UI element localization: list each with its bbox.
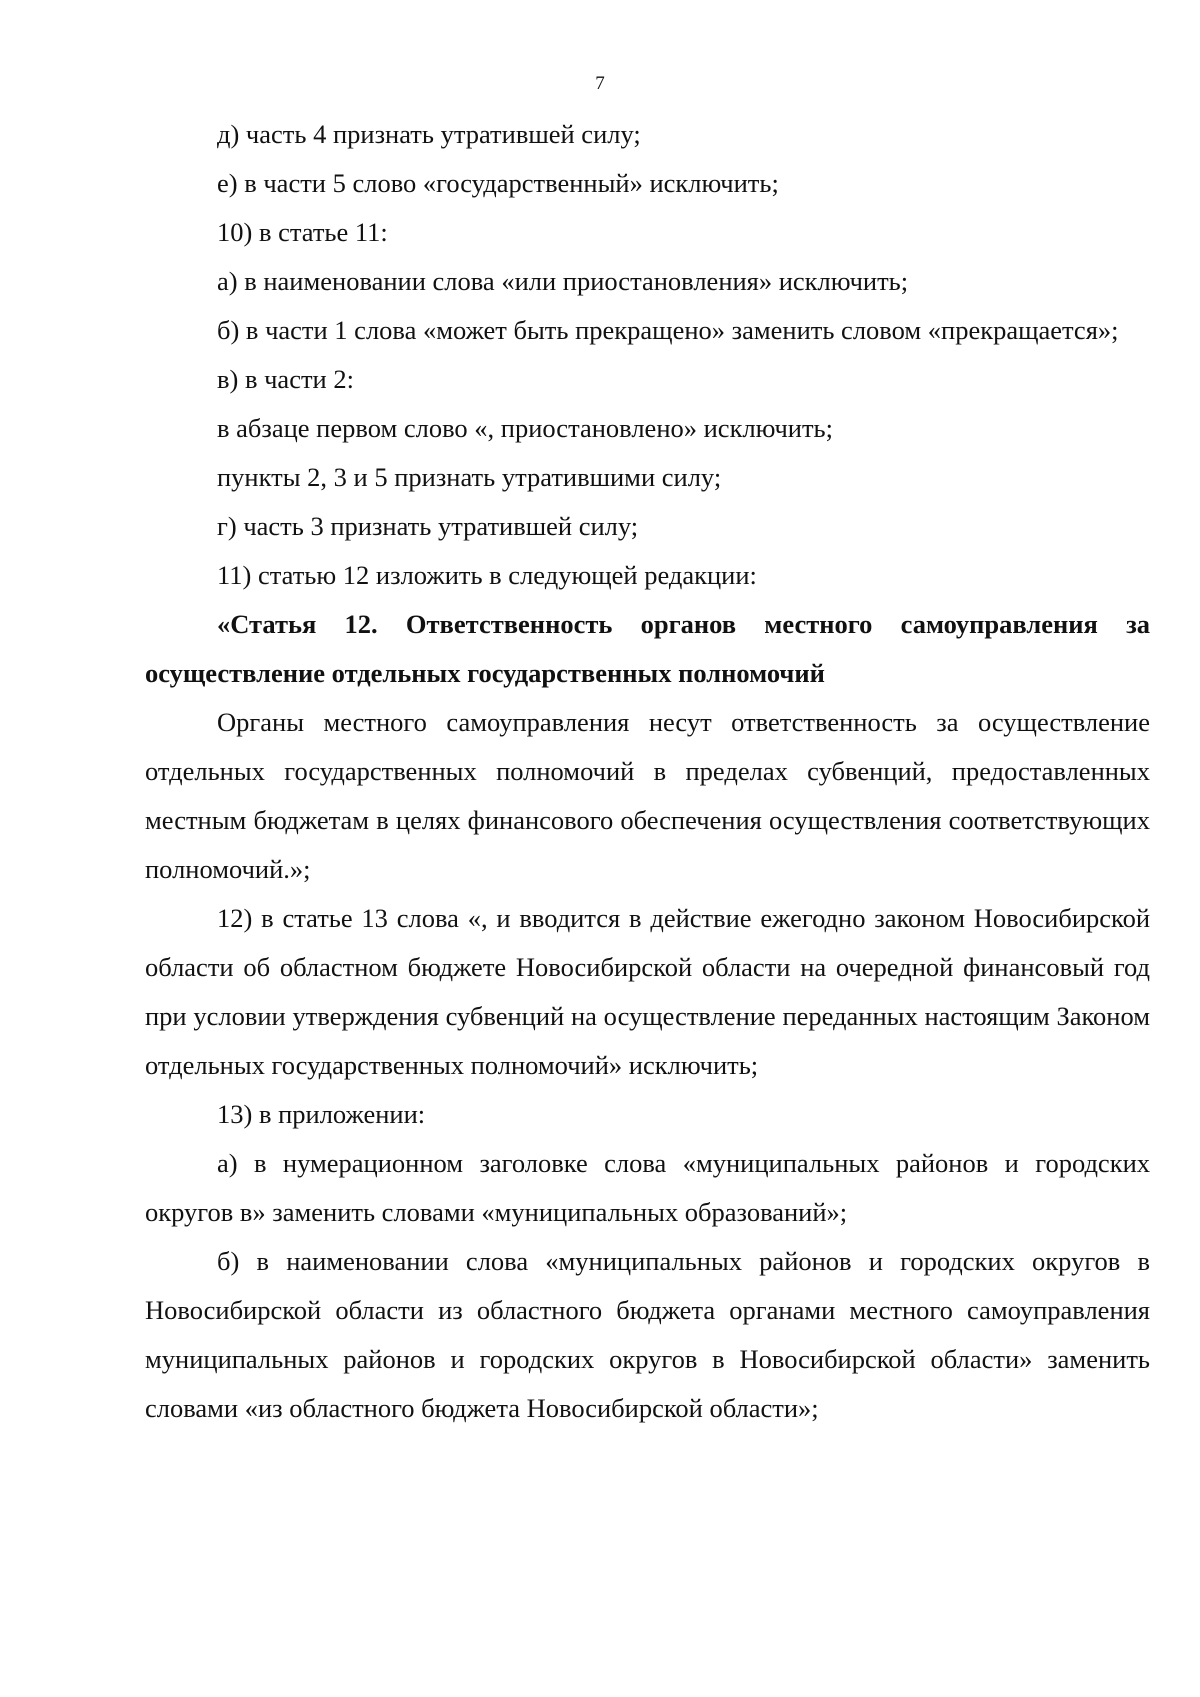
paragraph: 12) в статье 13 слова «, и вводится в действие ежегодно законом Новосибирской области об областном бюджете Новосибирской области на очередной финансовый год при условии утверждения субвенций на осуществление переданных настоящим Законом отдельных государственных полномочий» исключить; — [145, 903, 1150, 1080]
paragraph: д) часть 4 признать утратившей силу; — [217, 119, 641, 149]
paragraph: б) в части 1 слова «может быть прекращено» заменить словом «прекращается»; — [217, 315, 1119, 345]
paragraph: а) в нумерационном заголовке слова «муниципальных районов и городских округов в» заменить словами «муниципальных образований»; — [145, 1148, 1150, 1227]
paragraph: в) в части 2: — [217, 364, 354, 394]
document-body — [145, 110, 1150, 1433]
page-number: 7 — [595, 73, 605, 94]
paragraph: г) часть 3 признать утратившей силу; — [217, 511, 639, 541]
paragraph: е) в части 5 слово «государственный» исключить; — [217, 168, 779, 198]
paragraph: 10) в статье 11: — [217, 217, 388, 247]
paragraph: пункты 2, 3 и 5 признать утратившими силу; — [217, 462, 722, 492]
paragraph: а) в наименовании слова «или приостановления» исключить; — [217, 266, 909, 296]
paragraph: б) в наименовании слова «муниципальных районов и городских округов в Новосибирской области из областного бюджета органами местного самоуправления муниципальных районов и городских округов в Новосибирской области» заменить словами «из областного бюджета Новосибирской области»; — [145, 1246, 1150, 1423]
paragraph: 11) статью 12 изложить в следующей редакции: — [217, 560, 757, 590]
article-heading: «Статья 12. Ответственность органов местного самоуправления за осуществление отдельных государственных полномочий — [145, 609, 1150, 688]
paragraph: в абзаце первом слово «, приостановлено» исключить; — [217, 413, 833, 443]
paragraph: Органы местного самоуправления несут ответственность за осуществление отдельных государственных полномочий в пределах субвенций, предоставленных местным бюджетам в целях финансового обеспечения осуществления соответствующих полномочий.»; — [145, 707, 1150, 884]
paragraph: 13) в приложении: — [217, 1099, 426, 1129]
